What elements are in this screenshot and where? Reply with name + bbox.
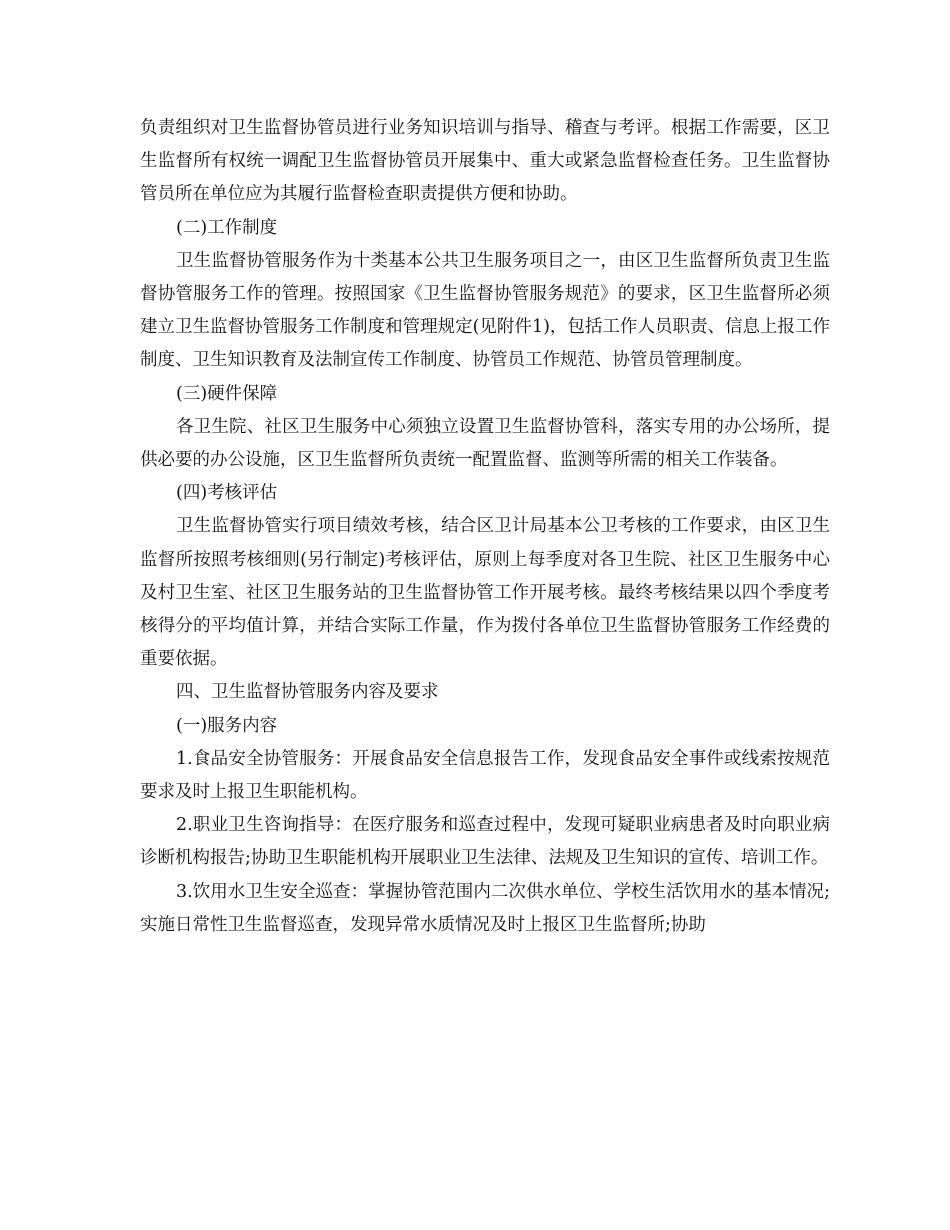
paragraph-item-food-safety: 1.食品安全协管服务：开展食品安全信息报告工作，发现食品安全事件或线索按规范要求及时上报卫生职能机构。 — [140, 748, 830, 803]
heading-section-four: 四、卫生监督协管服务内容及要求 — [176, 682, 439, 703]
paragraph-work-system: 卫生监督协管服务作为十类基本公共卫生服务项目之一，由区卫生监督所负责卫生监督协管服务工作的管理。按照国家《卫生监督协管服务规范》的要求，区卫生监督所必须建立卫生监督协管服务工作制度和管理规定(见附件1)，包括工作人员职责、信息上报工作制度、卫生知识教育及法制宣传工作制度、协管员工作规范、协管员管理制度。 — [140, 250, 830, 371]
heading-work-system: (二)工作制度 — [176, 217, 278, 238]
paragraph-hardware-support: 各卫生院、社区卫生服务中心须独立设置卫生监督协管科，落实专用的办公场所，提供必要的办公设施，区卫生监督所负责统一配置监督、监测等所需的相关工作装备。 — [140, 416, 830, 471]
paragraph-item-drinking-water: 3.饮用水卫生安全巡查：掌握协管范围内二次供水单位、学校生活饮用水的基本情况;实施日常性卫生监督巡查，发现异常水质情况及时上报区卫生监督所;协助 — [140, 881, 830, 935]
heading-assessment: (四)考核评估 — [176, 483, 278, 504]
paragraph-item-occupational-health: 2.职业卫生咨询指导：在医疗服务和巡查过程中，发现可疑职业病患者及时向职业病诊断机构报告;协助卫生职能机构开展职业卫生法律、法规及卫生知识的宣传、培训工作。 — [140, 815, 830, 869]
document-body — [140, 112, 830, 942]
paragraph-assessment: 卫生监督协管实行项目绩效考核，结合区卫计局基本公卫考核的工作要求，由区卫生监督所按照考核细则(另行制定)考核评估，原则上每季度对各卫生院、社区卫生服务中心及村卫生室、社区卫生服务站的卫生监督协管工作开展考核。最终考核结果以四个季度考核得分的平均值计算，并结合实际工作量，作为拨付各单位卫生监督协管服务工作经费的重要依据。 — [140, 516, 830, 670]
paragraph-duties-continued: 负责组织对卫生监督协管员进行业务知识培训与指导、稽查与考评。根据工作需要，区卫生监督所有权统一调配卫生监督协管员开展集中、重大或紧急监督检查任务。卫生监督协管员所在单位应为其履行监督检查职责提供方便和协助。 — [140, 118, 830, 205]
heading-service-content: (一)服务内容 — [176, 715, 278, 736]
heading-hardware-support: (三)硬件保障 — [176, 383, 278, 404]
